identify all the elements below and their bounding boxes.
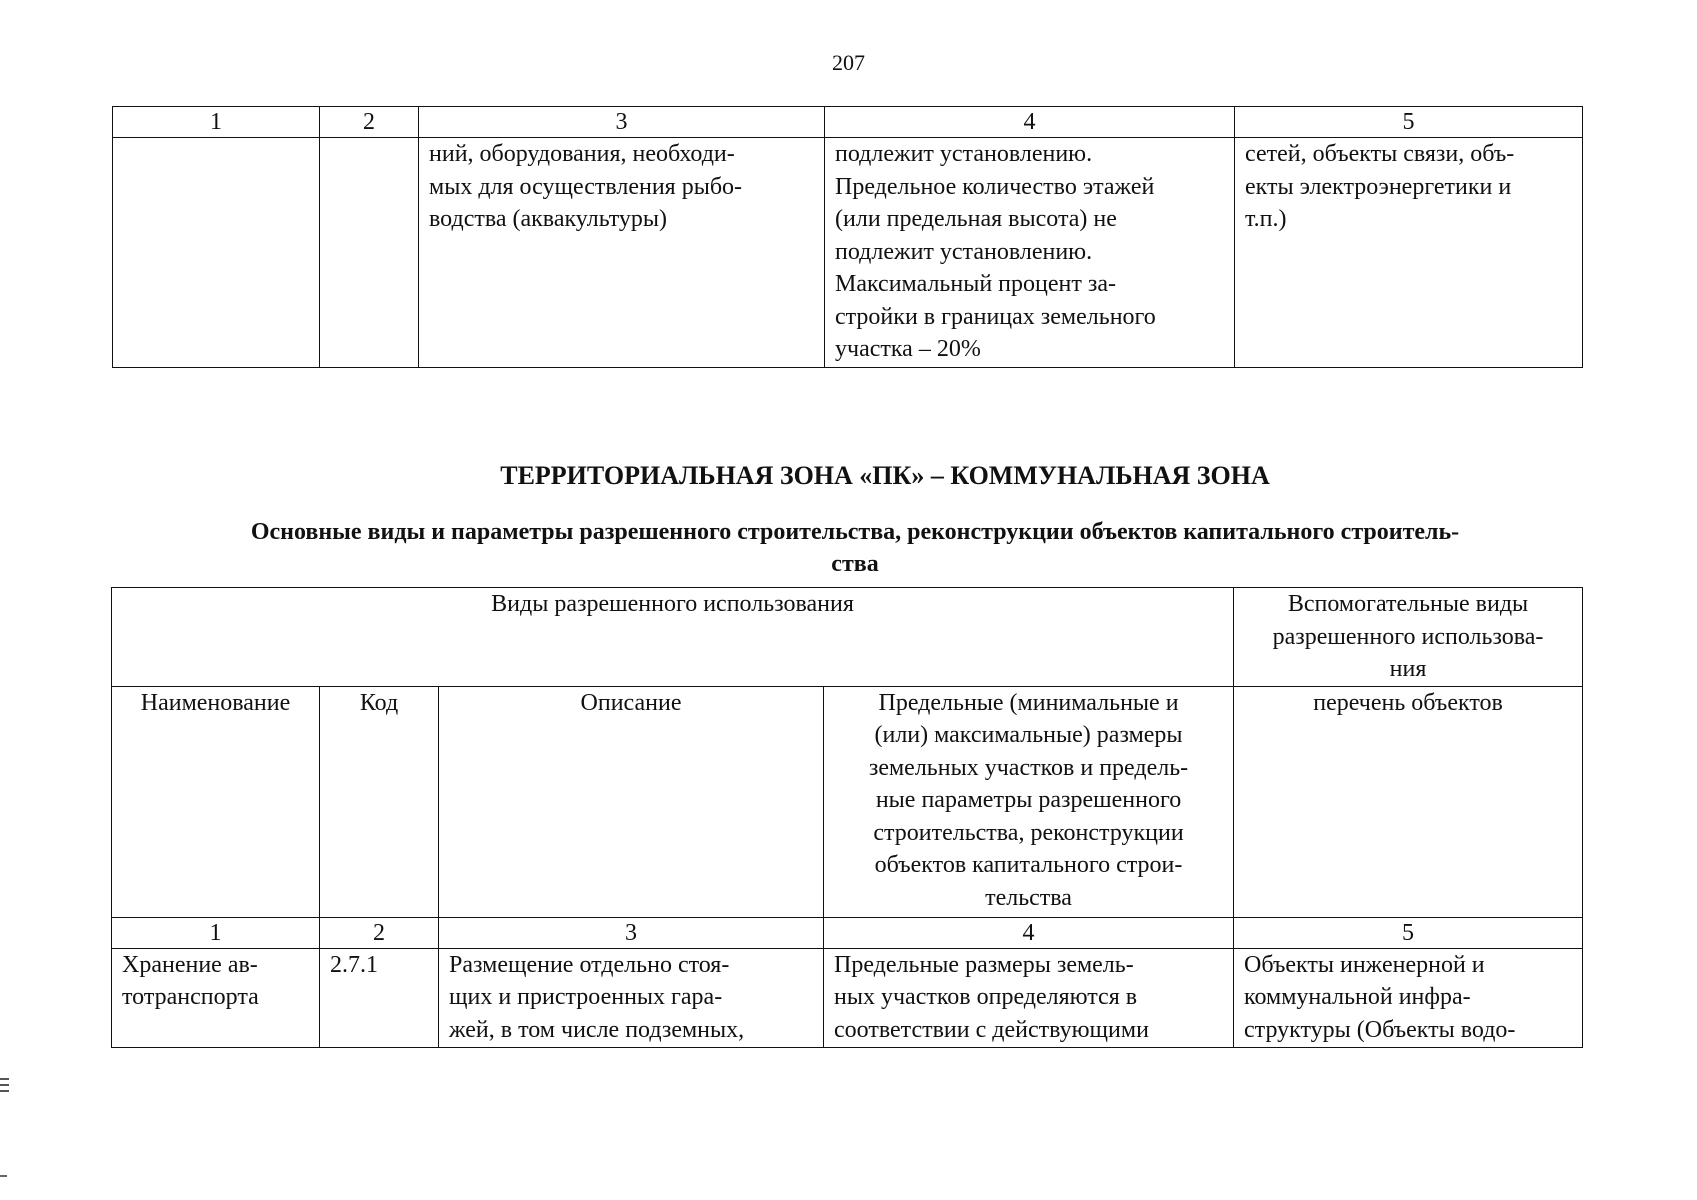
subtitle-line: ства [831,551,879,577]
column-number: 2 [320,107,419,138]
text-line: Предельное количество этажей [835,173,1155,200]
permitted-uses-header: Виды разрешенного использования [112,588,1234,687]
objects-cell [1235,138,1583,368]
column-number: 1 [112,917,320,948]
text-line: участка – 20% [835,336,981,362]
text-line: подлежит установлению. [835,238,1093,265]
text-line: Предельные (минимальные и [878,689,1179,716]
text-line: Размещение отдельно стоя- [449,951,730,978]
text-line: Хранение ав- [122,951,258,978]
text-line: (или предельная высота) не [835,206,1117,232]
scan-edge-mark [0,1078,9,1095]
code-cell [320,138,419,368]
limits-header [824,686,1234,917]
page-number: 207 [832,50,865,75]
name-header: Наименование [112,686,320,917]
text-line: ные параметры разрешенного [875,787,1182,813]
text-line: подлежит установлению. [835,141,1093,167]
text-line: екты электроэнергетики и [1245,173,1512,200]
column-number: 4 [825,107,1235,138]
column-number: 4 [824,917,1234,948]
description-cell [439,948,824,1047]
text-line: Вспомогательные виды [1287,591,1529,617]
text-line: строительства, реконструкции [873,819,1184,846]
column-number: 3 [419,107,825,138]
name-cell [113,138,320,368]
text-line: жей, в том числе подземных, [449,1016,745,1043]
objects-header: перечень объектов [1234,686,1583,917]
text-line: структуры (Объекты водо- [1244,1016,1516,1043]
objects-cell [1234,948,1583,1047]
code-header: Код [320,686,439,917]
description-cell [419,138,825,368]
column-number: 2 [320,917,439,948]
text-line: Объекты инженерной и [1244,951,1485,978]
auxiliary-uses-header [1234,588,1583,687]
column-number-row [113,107,1583,138]
limits-cell [824,948,1234,1047]
code-cell: 2.7.1 [320,948,439,1047]
description-header: Описание [439,686,824,917]
text-line: мых для осуществления рыбо- [429,173,743,200]
text-line: соответствии с действующими [834,1016,1149,1043]
column-number: 5 [1234,917,1583,948]
header-row [112,588,1583,687]
text-line: тотранспорта [122,984,259,1010]
column-number: 1 [113,107,320,138]
text-line: земельных участков и предель- [868,754,1189,781]
limits-cell [825,138,1235,368]
text-line: щих и пристроенных гара- [449,984,723,1010]
column-number: 3 [439,917,824,948]
column-header-row [112,686,1583,917]
text-line: сетей, объекты связи, объ- [1245,141,1515,167]
text-line: Предельные размеры земель- [834,951,1134,978]
zone-title: ТЕРРИТОРИАЛЬНАЯ ЗОНА «ПК» – КОММУНАЛЬНАЯ ЗОНА [500,461,1270,490]
text-line: ных участков определяются в [834,984,1138,1010]
scan-edge-dash [0,1175,7,1177]
text-line: ний, оборудования, необходи- [429,141,735,167]
text-line: разрешенного использова- [1272,623,1544,650]
text-line: тельства [985,884,1072,911]
continued-table [112,106,1583,368]
text-line: Максимальный процент за- [835,271,1116,297]
text-line: коммунальной инфра- [1244,984,1471,1010]
text-line: (или) максимальные) размеры [874,722,1183,748]
column-number: 5 [1235,107,1583,138]
text-line: объектов капитального строи- [874,852,1183,878]
text-line: т.п.) [1245,206,1287,232]
text-line: водства (аквакультуры) [429,206,668,232]
column-number-row [112,917,1583,948]
subtitle-line: Основные виды и параметры разрешенного строительства, реконструкции объектов капитального строитель- [250,519,1460,545]
table-row [112,948,1583,1047]
name-cell [112,948,320,1047]
zone-subtitle [130,516,1580,580]
table-row [113,138,1583,368]
text-line: ния [1389,656,1427,682]
text-line: стройки в границах земельного [835,303,1156,330]
zone-table [111,587,1583,1048]
